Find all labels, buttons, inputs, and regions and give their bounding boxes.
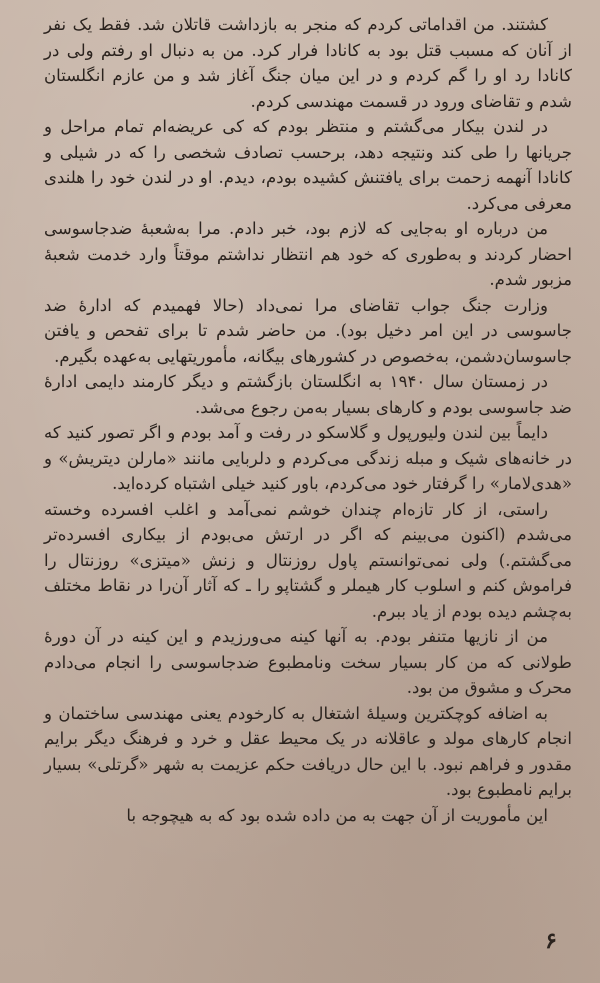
paragraph-10: این مأموریت از آن جهت به من داده شده بود که به هیچوجه با (126, 805, 548, 825)
paragraph-3: من درباره او به‌جایی که لازم بود، خبر دادم. مرا به‌شعبهٔ ضدجاسوسی احضار کردند و به‌طوری که خود هم انتظار نداشتم موقتاً وارد خدمت شعبهٔ مزبور شدم. (44, 219, 572, 289)
paragraph-5: در زمستان سال ۱۹۴۰ به انگلستان بازگشتم و دیگر کارمند دایمی ادارهٔ ضد جاسوسی بودم و کارهای بسیار به‌من رجوع می‌شد. (44, 372, 572, 417)
body-text (44, 12, 572, 828)
paragraph-8: من از نازیها متنفر بودم. به آنها کینه می‌ورزیدم و این کینه در آن دورهٔ طولانی که من کار بسیار سخت ونامطبوع ضدجاسوسی را انجام می‌دادم محرک و مشوق من بود. (44, 627, 572, 697)
paragraph-6: دایماً بین لندن ولیورپول و گلاسکو در رفت و آمد بودم و اگر تصور کنید که در خانه‌های شیک و مبله زندگی می‌کردم و دلربایی مانند «مارلن دیتریش» و «هدی‌لامار» را گرفتار خود می‌کردم، باور کنید خیلی اشتباه کرده‌اید. (44, 423, 572, 493)
paragraph-1: کشتند. من اقداماتی کردم که منجر به بازداشت قاتلان شد. فقط یک نفر از آنان که مسبب قتل بود به کانادا فرار کرد. من به دنبال او رفتم ولی در کانادا رد او را گم کردم و در این میان جنگ آغاز شد و من عازم انگلستان شدم و تقاضای ورود در قسمت مهندسی کردم. (44, 15, 572, 111)
paragraph-2: در لندن بیکار می‌گشتم و منتظر بودم که کی عریضه‌ام تمام مراحل و جریانها را طی کند ونتیجه دهد، برحسب تصادف شخصی را که در شیلی و کانادا آنهمه زحمت برای یافتنش کشیده بودم، دیدم. او در لندن خود را هلندی معرفی می‌کرد. (44, 117, 572, 213)
page-number: ۶ (545, 928, 557, 954)
paragraph-7: راستی، از کار تازه‌ام چندان خوشم نمی‌آمد و اغلب افسرده وخسته می‌شدم (اکنون می‌بینم که اگر در ارتش می‌بودم از بیکاری افسرده‌تر می‌گشتم.) ولی نمی‌توانستم پاول روزنتال و زنش «میتزی» روزنتال را فراموش کنم و اسلوب کار هیملر و گشتاپو را ـ که آثار آن‌را در نقاط مختلف به‌چشم دیده بودم از یاد ببرم. (44, 499, 572, 621)
paragraph-9: به اضافه کوچکترین وسیلهٔ اشتغال به کارخودم یعنی مهندسی ساختمان و انجام کارهای مولد و عاقلانه در یک محیط عقل و خرد و فرهنگ دیگر برایم مقدور و فراهم نبود. با این حال دریافت حکم عزیمت به شهر «گرتلی» بسیار برایم نامطبوع بود. (44, 703, 572, 799)
paragraph-4: وزارت جنگ جواب تقاضای مرا نمی‌داد (حالا فهمیدم که ادارهٔ ضد جاسوسی در این امر دخیل بود). من حاضر شدم تا برای تفحص و یافتن جاسوسان‌دشمن، به‌خصوص در کشورهای بیگانه، مأموریتهایی به‌عهده بگیرم. (44, 295, 572, 366)
